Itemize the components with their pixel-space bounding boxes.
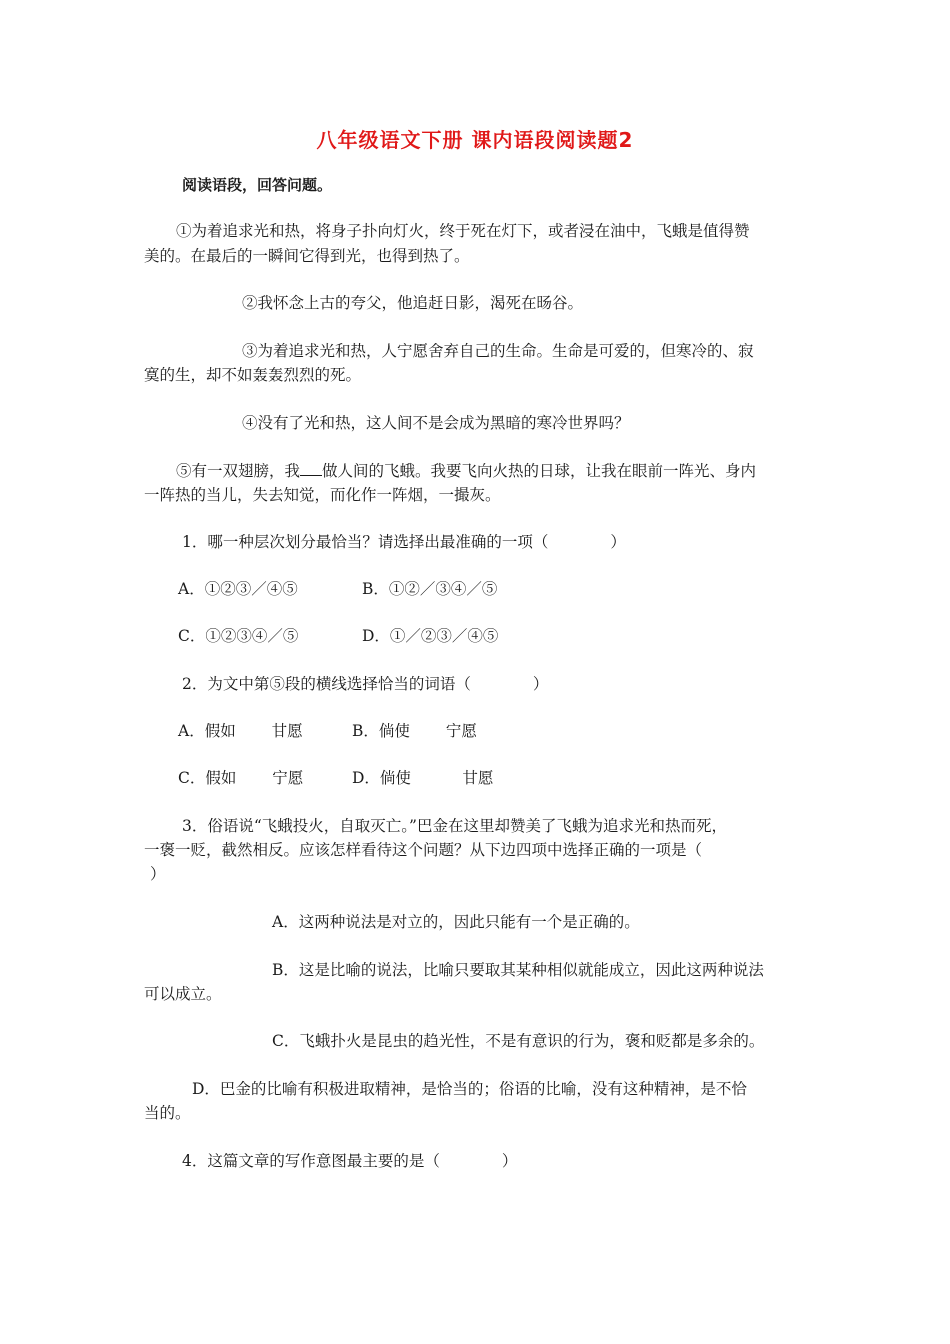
question-1-stem: 1．哪一种层次划分最恰当？请选择出最准确的一项（ ） — [182, 533, 626, 551]
page-title: 八年级语文下册 课内语段阅读题2 — [316, 128, 634, 152]
question-4-stem: 4．这篇文章的写作意图最主要的是（ ） — [182, 1152, 518, 1170]
question-3-option-d-line-2: 当的。 — [144, 1104, 191, 1122]
question-3-option-b-line-1: B．这是比喻的说法，比喻只要取其某种相似就能成立，因此这两种说法 — [272, 961, 764, 979]
question-3-stem-line-2: 一褒一贬，截然相反。应该怎样看待这个问题？从下边四项中选择正确的一项是（ — [144, 841, 703, 859]
paragraph-3-line-1: ③为着追求光和热，人宁愿舍弃自己的生命。生命是可爱的，但寒冷的、寂 — [242, 342, 754, 360]
paragraph-5-text-b: 做人间的飞蛾。我要飞向火热的日球，让我在眼前一阵光、身内 — [322, 462, 757, 480]
question-3-option-b-line-2: 可以成立。 — [144, 985, 222, 1003]
question-3-option-c: C．飞蛾扑火是昆虫的趋光性，不是有意识的行为，褒和贬都是多余的。 — [272, 1032, 765, 1050]
paragraph-5-line-2: 一阵热的当儿，失去知觉，而化作一阵烟，一撮灰。 — [144, 486, 501, 504]
fill-in-blank — [300, 461, 322, 476]
paragraph-4: ④没有了光和热，这人间不是会成为黑暗的寒冷世界吗？ — [242, 414, 630, 432]
question-2-option-b: B．倘使 宁愿 — [352, 722, 477, 740]
question-1-option-a: A．①②③／④⑤ — [178, 580, 298, 598]
paragraph-3-line-2: 寞的生，却不如轰轰烈烈的死。 — [144, 366, 362, 384]
paragraph-5-line-1 — [176, 458, 756, 484]
question-3-option-a: A．这两种说法是对立的，因此只能有一个是正确的。 — [272, 913, 640, 931]
question-2-option-c: C．假如 宁愿 — [178, 769, 304, 787]
question-2-option-d: D．倘使 甘愿 — [352, 769, 494, 787]
paragraph-2: ②我怀念上古的夸父，他追赶日影，渴死在旸谷。 — [242, 294, 584, 312]
paragraph-1-line-2: 美的。在最后的一瞬间它得到光，也得到热了。 — [144, 247, 470, 265]
question-2-stem: 2．为文中第⑤段的横线选择恰当的词语（ ） — [182, 675, 549, 693]
question-1-option-b: B．①②／③④／⑤ — [362, 580, 498, 598]
paragraph-1-line-1: ①为着追求光和热，将身子扑向灯火，终于死在灯下，或者浸在油中，飞蛾是值得赞 — [176, 222, 750, 240]
paragraph-5-text-a: ⑤有一双翅膀，我 — [176, 462, 301, 480]
question-3-option-d-line-1: D．巴金的比喻有积极进取精神，是恰当的；俗语的比喻，没有这种精神，是不恰 — [192, 1080, 747, 1098]
instruction: 阅读语段，回答问题。 — [182, 176, 333, 194]
question-3-stem-line-1: 3．俗语说“飞蛾投火，自取灭亡。”巴金在这里却赞美了飞蛾为追求光和热而死， — [182, 817, 727, 835]
question-1-option-d: D．①／②③／④⑤ — [362, 627, 499, 645]
question-1-option-c: C．①②③④／⑤ — [178, 627, 299, 645]
question-3-stem-line-3: ） — [150, 865, 166, 883]
question-2-option-a: A．假如 甘愿 — [178, 722, 303, 740]
